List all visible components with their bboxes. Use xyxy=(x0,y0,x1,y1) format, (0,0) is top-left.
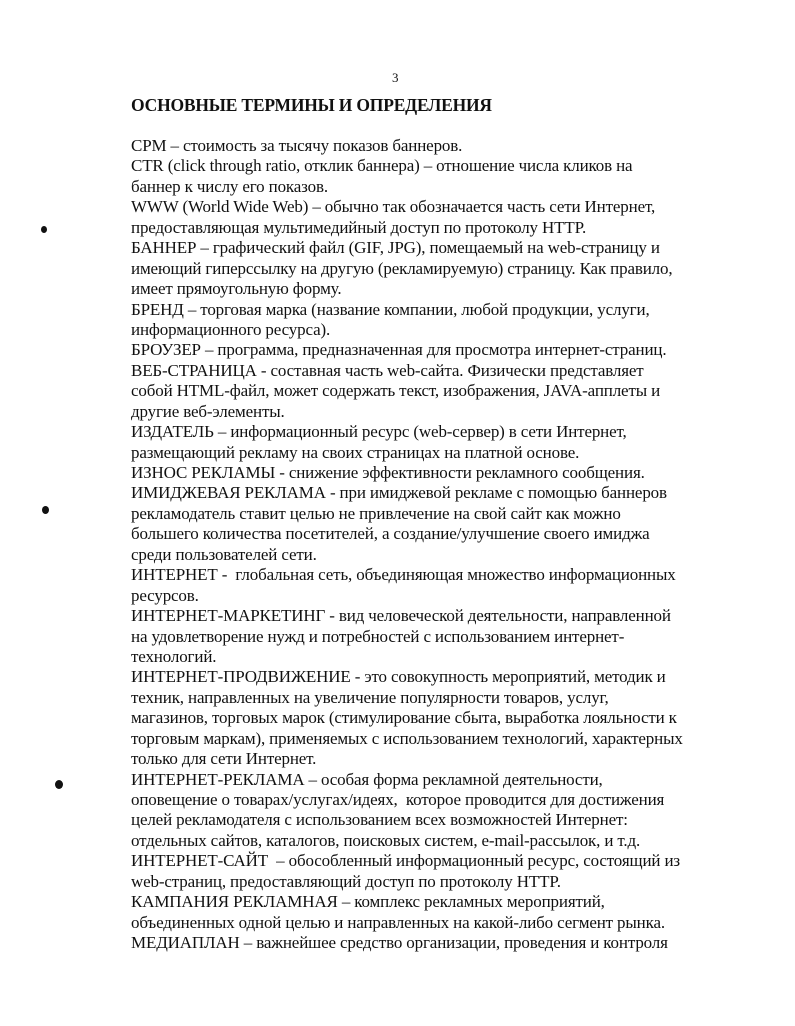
text-line: ИЗДАТЕЛЬ – информационный ресурс (web-сервер) в сети Интернет, xyxy=(131,422,627,442)
text-line: ИНТЕРНЕТ - глобальная сеть, объединяющая множество информационных xyxy=(131,565,676,585)
text-line: ИНТЕРНЕТ-МАРКЕТИНГ - вид человеческой деятельности, направленной xyxy=(131,606,671,626)
text-line: целей рекламодателя с использованием всех возможностей Интернет: xyxy=(131,810,628,830)
text-line: БРОУЗЕР – программа, предназначенная для просмотра интернет-страниц. xyxy=(131,340,667,360)
page-number: 3 xyxy=(392,70,399,85)
text-line: оповещение о товарах/услугах/идеях, которое проводится для достижения xyxy=(131,790,665,809)
text-line: магазинов, торговых марок (стимулирование сбыта, выработка лояльности к xyxy=(131,708,677,728)
text-line: другие веб-элементы. xyxy=(131,401,285,421)
glossary-body xyxy=(131,136,751,954)
text-line: ИНТЕРНЕТ-САЙТ – обособленный информационный ресурс, состоящий из xyxy=(131,851,680,871)
text-line: технологий. xyxy=(131,646,217,666)
scan-speck xyxy=(41,226,47,233)
text-line: баннер к числу его показов. xyxy=(131,176,328,196)
text-line: БАННЕР – графический файл (GIF, JPG), помещаемый на web-страницу и xyxy=(131,238,660,258)
scan-speck xyxy=(42,506,49,514)
text-line: собой HTML-файл, может содержать текст, изображения, JAVA-апплеты и xyxy=(131,381,661,401)
text-line: имеет прямоугольную форму. xyxy=(131,279,342,299)
text-line: объединенных одной целью и направленных на какой-либо сегмент рынка. xyxy=(131,912,665,932)
text-line: CTR (click through ratio, отклик баннера) – отношение числа кликов на xyxy=(131,156,633,176)
text-line: размещающий рекламу на своих страницах на платной основе. xyxy=(131,442,580,462)
text-line: большего количества посетителей, а создание/улучшение своего имиджа xyxy=(131,524,650,544)
text-line: ИНТЕРНЕТ-РЕКЛАМА – особая форма рекламной деятельности, xyxy=(131,769,603,789)
text-line: техник, направленных на увеличение популярности товаров, услуг, xyxy=(131,687,609,707)
text-line: ИНТЕРНЕТ-ПРОДВИЖЕНИЕ - это совокупность мероприятий, методик и xyxy=(131,667,666,687)
text-line: имеющий гиперссылку на другую (рекламируемую) страницу. Как правило, xyxy=(131,258,673,278)
page-title: ОСНОВНЫЕ ТЕРМИНЫ И ОПРЕДЕЛЕНИЯ xyxy=(131,95,492,115)
text-line: торговым маркам), применяемых с использованием технологий, характерных xyxy=(131,728,683,748)
text-line: информационного ресурса). xyxy=(131,319,331,339)
text-line: ВЕБ-СТРАНИЦА - составная часть web-сайта. Физически представляет xyxy=(131,360,644,380)
text-line: МЕДИАПЛАН – важнейшее средство организации, проведения и контроля xyxy=(131,933,668,953)
text-line: web-страниц, предоставляющий доступ по протоколу HTTP. xyxy=(131,871,561,891)
text-line: на удовлетворение нужд и потребностей с использованием интернет- xyxy=(131,626,625,646)
text-line: ресурсов. xyxy=(131,585,199,605)
text-line: рекламодатель ставит целью не привлечение на свой сайт как можно xyxy=(131,503,621,523)
text-line: среди пользователей сети. xyxy=(131,544,317,564)
scan-speck xyxy=(55,780,63,789)
text-line: ИМИДЖЕВАЯ РЕКЛАМА - при имиджевой рекламе с помощью баннеров xyxy=(131,483,667,503)
text-line: БРЕНД – торговая марка (название компании, любой продукции, услуги, xyxy=(131,299,650,319)
text-line: предоставляющая мультимедийный доступ по протоколу HTTP. xyxy=(131,217,587,237)
text-line: КАМПАНИЯ РЕКЛАМНАЯ – комплекс рекламных мероприятий, xyxy=(131,892,605,912)
text-line: только для сети Интернет. xyxy=(131,749,317,769)
text-line: WWW (World Wide Web) – обычно так обозначается часть сети Интернет, xyxy=(131,197,656,217)
text-line: отдельных сайтов, каталогов, поисковых систем, e-mail-рассылок, и т.д. xyxy=(131,830,641,850)
text-line: ИЗНОС РЕКЛАМЫ - снижение эффективности рекламного сообщения. xyxy=(131,463,645,482)
text-line: CPM – стоимость за тысячу показов баннеров. xyxy=(131,136,463,155)
